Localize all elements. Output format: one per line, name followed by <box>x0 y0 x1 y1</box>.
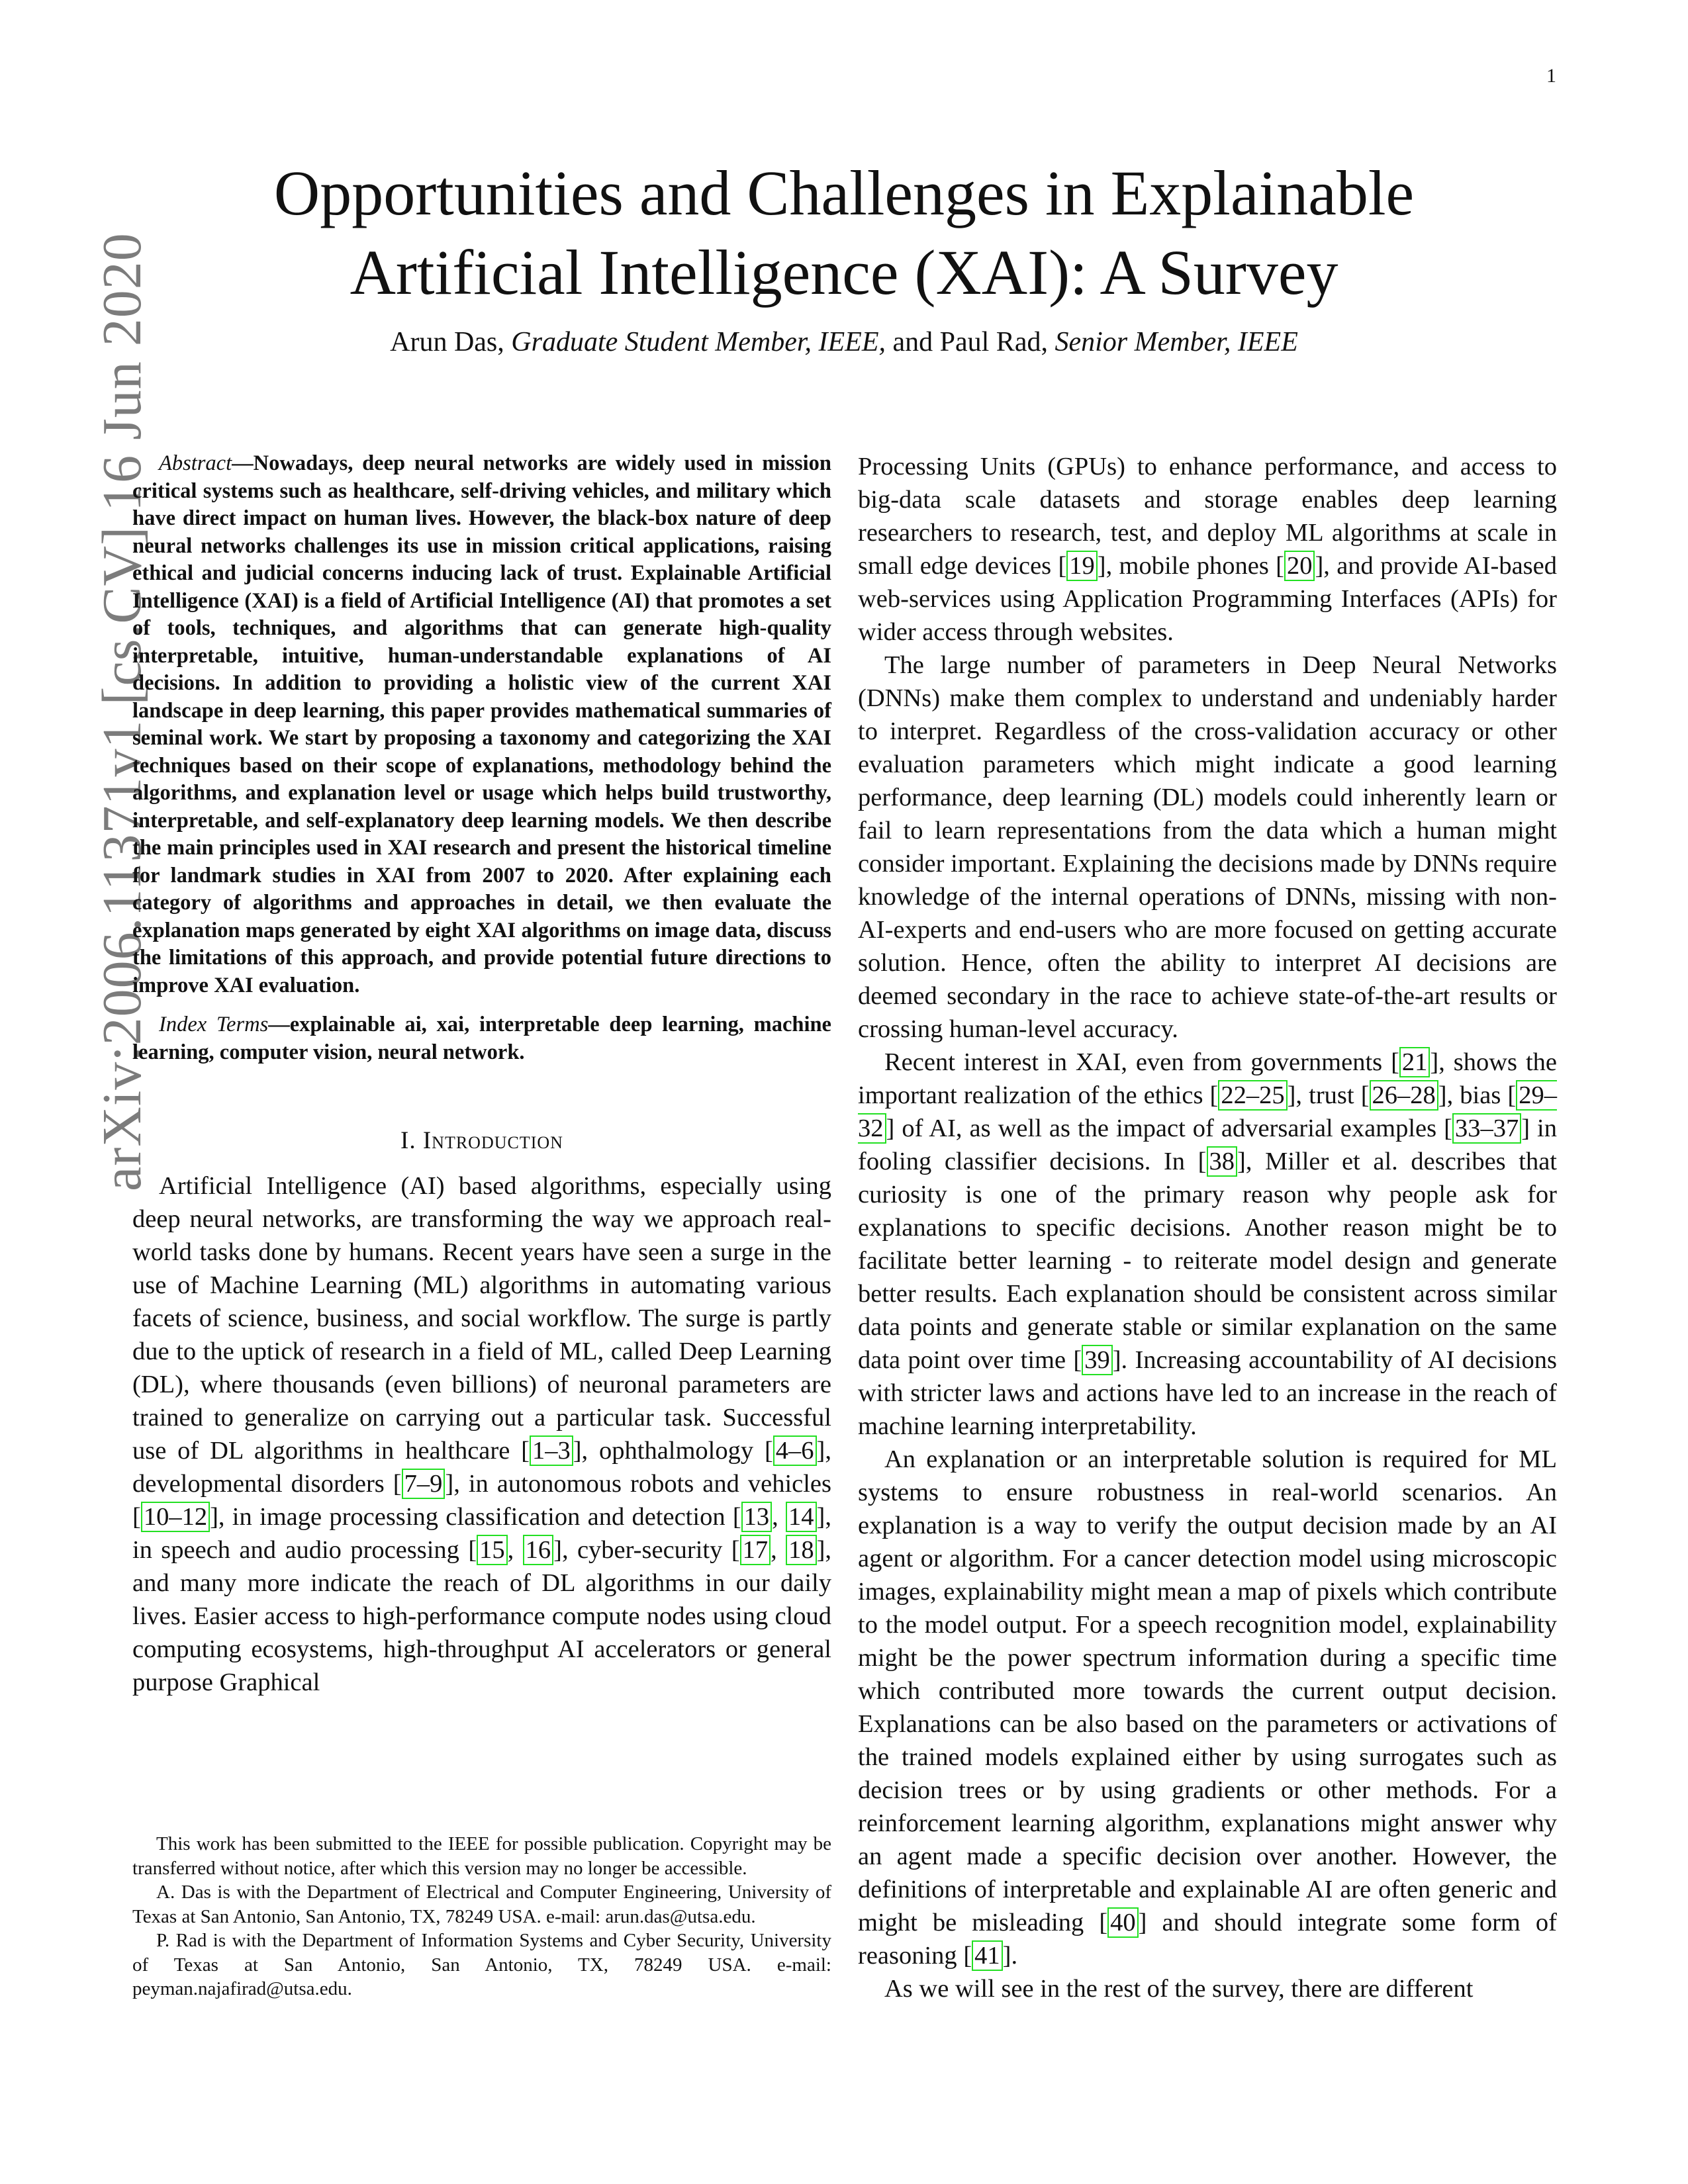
paragraph-text: in fooling classifier decisions. In <box>858 1115 1557 1175</box>
footnotes <box>132 1832 831 2001</box>
paragraph-text: Artificial Intelligence (AI) based algorithms, especially using deep neural networks, are transforming the way we approach real-world tasks done by humans. Recent years have seen a surge in the use of Machine Learning (ML) algorithms in automating various facets of science, business, and social workflow. The surge is partly due to the uptick of research in a field of ML, called Deep Learning (DL), where thousands (even billions) of neuronal parameters are trained to generalize on carrying out a particular task. Successful use of DL algorithms in healthcare <box>132 1172 831 1465</box>
right-column <box>858 450 1557 2005</box>
footnote-submission: This work has been submitted to the IEEE for possible publication. Copyright may be transferred without notice, after which this version may no longer be accessible. <box>132 1833 831 1879</box>
citation-link[interactable]: 15 <box>477 1535 508 1565</box>
citation-link[interactable]: 39 <box>1082 1345 1113 1375</box>
abstract-text: —Nowadays, deep neural networks are widely used in mission critical systems such as healthcare, self-driving vehicles, and military which have direct impact on human lives. However, the black-box nature of deep neural networks challenges its use in mission critical applications, raising ethical and judicial concerns inducing lack of trust. Explainable Artificial Intelligence (XAI) is a field of Artificial Intelligence (AI) that promotes a set of tools, techniques, and algorithms that can generate high-quality interpretable, intuitive, human-understandable explanations of AI decisions. In addition to providing a holistic view of the current XAI landscape in deep learning, this paper provides mathematical summaries of seminal work. We start by proposing a taxonomy and categorizing the XAI techniques based on their scope of explanations, methodology behind the algorithms, and explanation level or usage which helps build trustworthy, interpretable, and self-explanatory deep learning models. We then describe the main principles used in XAI research and present the historical timeline for landmark studies in XAI from 2007 to 2020. After explaining each category of algorithms and approaches in detail, we then evaluate the explanation maps generated by eight XAI algorithms on image data, discuss the limitations of this approach, and provide potential future directions to improve XAI evaluation. <box>132 451 831 997</box>
citation-link[interactable]: 16 <box>523 1535 554 1565</box>
citation-link[interactable]: 29–32 <box>858 1081 1557 1142</box>
paragraph-text: . Increasing accountability of AI decisions with stricter laws and actions have led to an increase in the reach of machine learning interpretability. <box>858 1346 1558 1440</box>
page-number: 1 <box>1546 65 1556 87</box>
paragraph-text: , Miller et al. describes that curiosity is one of the primary reason why people ask for explanations to specific decisions. Another reason might be to facilitate better learning - to reiterate model design and generate better results. Each explanation should be consistent across similar data points and generate stable or similar explanation on the same data point over time <box>858 1148 1557 1374</box>
citation-link[interactable]: 20 <box>1284 551 1315 581</box>
citation-link[interactable]: 13 <box>741 1502 773 1532</box>
citation-link[interactable]: 14 <box>786 1502 817 1532</box>
paragraph-text: and should integrate some form of reasoning <box>858 1909 1557 1970</box>
author-1-name: Arun Das, <box>390 327 504 357</box>
citation-link[interactable]: 7–9 <box>402 1469 445 1499</box>
citation-link[interactable]: 10–12 <box>141 1502 210 1532</box>
left-column <box>132 450 831 1699</box>
paragraph-text: , shows the important realization of the ethics <box>858 1048 1557 1109</box>
right-paragraph-3: Recent interest in XAI, even from governments [ 21 ], shows the important realization of the ethics [ 22–25 ], trust [ 26–28 ], bias [ 29–32 ] of AI, as well as the impact of adversarial examples [ 33–37 ] in fooling classifier decisions. In [ 38 ], Miller et al. describes that curiosity is one of the primary reason why people ask for explanations to specific decisions. Another reason might be to facilitate better learning - to reiterate model design and generate better results. Each explanation should be consistent across similar data points and generate stable or similar explanation on the same data point over time [ 39 ]. Increasing accountability of AI decisions with stricter laws and actions have led to an increase in the reach of machine learning interpretability. <box>858 1048 1558 1440</box>
paragraph-text: , and provide AI-based web-services using Application Programming Interfaces (APIs) for wider access through websites. <box>858 552 1557 646</box>
title-line-1: Opportunities and Challenges in Explainable <box>273 158 1415 228</box>
author-conjunction: and <box>892 327 933 357</box>
citation-link[interactable]: 22–25 <box>1218 1080 1287 1111</box>
title-line-2: Artificial Intelligence (XAI): A Survey <box>350 237 1338 308</box>
author-line <box>132 326 1556 359</box>
citation-link[interactable]: 33–37 <box>1452 1113 1521 1144</box>
citation-link[interactable]: 38 <box>1207 1146 1238 1177</box>
paragraph-text: , in image processing classification and detection <box>218 1503 733 1531</box>
paragraph-text: , and many more indicate the reach of DL algorithms in our daily lives. Easier access to high-performance compute nodes using cloud computing ecosystems, high-throughput AI accelerators or general purpose Graphical <box>132 1536 832 1696</box>
footnote-author-2: P. Rad is with the Department of Information Systems and Cyber Security, University of Texas at San Antonio, San Antonio, TX, 78249 USA. e-mail: peyman.najafirad@utsa.edu. <box>132 1930 831 1999</box>
paragraph-text: , developmental disorders <box>132 1437 831 1498</box>
paragraph-text: , bias <box>1446 1081 1508 1109</box>
author-2-role: Senior Member, IEEE <box>1055 327 1298 357</box>
paragraph-text: An explanation or an interpretable solution is required for ML systems to ensure robustness in real-world scenarios. An explanation is a way to verify the output decision made by an AI agent or algorithm. For a cancer detection model using microscopic images, explainability might mean a map of pixels which contribute to the model output. For a speech recognition model, explainability might be the power spectrum information during a specific time which contributed more towards the current output decision. Explanations can be also based on the parameters or activations of the trained models explained either by using surrogates such as decision trees or by using gradients or other methods. For a reinforcement learning algorithm, explanations might answer why an agent made a specific decision over another. However, the definitions of interpretable and explainable AI are often generic and might be misleading <box>858 1445 1557 1936</box>
citation-link[interactable]: 26–28 <box>1370 1080 1438 1111</box>
citation-link[interactable]: 41 <box>972 1940 1003 1971</box>
citation-link[interactable]: 17 <box>740 1535 771 1565</box>
right-paragraph-5: As we will see in the rest of the survey, there are different <box>884 1975 1474 2003</box>
paragraph-text: , trust <box>1295 1081 1361 1109</box>
index-terms-lead: Index Terms <box>159 1013 269 1036</box>
index-terms-text: —explainable ai, xai, interpretable deep learning, machine learning, computer vision, neural network. <box>132 1013 831 1064</box>
paragraph-text: , cyber-security <box>561 1536 731 1564</box>
right-paragraph-4: An explanation or an interpretable solution is required for ML systems to ensure robustness in real-world scenarios. An explanation is a way to verify the output decision made by an AI agent or algorithm. For a cancer detection model using microscopic images, explainability might mean a map of pixels which contribute to the model output. For a speech recognition model, explainability might be the power spectrum information during a specific time which contributed more towards the current output decision. Explanations can be also based on the parameters or activations of the trained models explained either by using surrogates such as decision trees or by using gradients or other methods. For a reinforcement learning algorithm, explanations might answer why an agent made a specific decision over another. However, the definitions of interpretable and explainable AI are often generic and might be misleading [ 40 ] and should integrate some form of reasoning [ 41 ]. <box>858 1445 1557 1970</box>
section-number: I. <box>400 1127 416 1154</box>
section-heading-introduction <box>132 1124 831 1158</box>
citation-link[interactable]: 18 <box>786 1535 817 1565</box>
arxiv-identifier-stamp[interactable]: arXiv:2006.11371v1 [cs.CV] 16 Jun 2020 <box>91 232 153 1191</box>
right-paragraph-2: The large number of parameters in Deep Neural Networks (DNNs) make them complex to understand and undeniably harder to interpret. Regardless of the cross-validation accuracy or other evaluation parameters which might indicate a good learning performance, deep learning (DL) models could inherently learn or fail to learn representations from the data which a human might consider important. Explaining the decisions made by DNNs require knowledge of the internal operations of DNNs, missing with non-AI-experts and end-users who are more focused on getting accurate solution. Hence, often the ability to interpret AI decisions are deemed secondary in the race to achieve state-of-the-art results or crossing human-level accuracy. <box>858 651 1557 1043</box>
paper-title <box>132 154 1556 312</box>
citation-link[interactable]: 40 <box>1107 1907 1139 1938</box>
section-title: Introduction <box>422 1127 563 1154</box>
citation-link[interactable]: 19 <box>1066 551 1098 581</box>
author-1-role: Graduate Student Member, IEEE, <box>511 327 886 357</box>
paragraph-text: , in speech and audio processing <box>132 1503 831 1564</box>
footnote-author-1: A. Das is with the Department of Electrical and Computer Engineering, University of Texas at San Antonio, San Antonio, TX, 78249 USA. e-mail: arun.das@utsa.edu. <box>132 1882 831 1927</box>
paragraph-text: , ophthalmology <box>581 1437 765 1465</box>
abstract-lead: Abstract <box>159 451 232 475</box>
citation-link[interactable]: 4–6 <box>773 1435 817 1466</box>
intro-paragraph-1: Artificial Intelligence (AI) based algorithms, especially using deep neural networks, are transforming the way we approach real-world tasks done by humans. Recent years have seen a surge in the use of Machine Learning (ML) algorithms in automating various facets of science, business, and social workflow. The surge is partly due to the uptick of research in a field of ML, called Deep Learning (DL), where thousands (even billions) of neuronal parameters are trained to generalize on carrying out a particular task. Successful use of DL algorithms in healthcare [ 1–3 ], ophthalmology [ 4–6 ], developmental disorders [ 7–9 ], in autonomous robots and vehicles [ 10–12 ], in image processing classification and detection [ 13 , 14 ], in speech and audio processing [ 15 , 16 ], cyber-security [ 17 , 18 ], and many more indicate the reach of DL algorithms in our daily lives. Easier access to high-performance compute nodes using cloud computing ecosystems, high-throughput AI accelerators or general purpose Graphical <box>132 1172 832 1696</box>
paragraph-text: Processing Units (GPUs) to enhance performance, and access to big-data scale datasets and storage enables deep learning researchers to research, test, and deploy ML algorithms at scale in small edge devices <box>858 453 1557 580</box>
index-terms <box>132 1011 831 1066</box>
right-paragraph-1: Processing Units (GPUs) to enhance performance, and access to big-data scale datasets and storage enables deep learning researchers to research, test, and deploy ML algorithms at scale in small edge devices [ 19 ], mobile phones [ 20 ], and provide AI-based web-services using Application Programming Interfaces (APIs) for wider access through websites. <box>858 453 1557 646</box>
author-2-name: Paul Rad, <box>939 327 1048 357</box>
paragraph-text: , mobile phones <box>1105 552 1276 580</box>
citation-link[interactable]: 1–3 <box>530 1435 573 1466</box>
paragraph-text: of AI, as well as the impact of adversarial examples <box>894 1115 1444 1142</box>
paragraph-text: . <box>1011 1942 1018 1970</box>
paragraph-text: , in autonomous robots and vehicles <box>453 1470 832 1498</box>
citation-link[interactable]: 21 <box>1399 1047 1430 1077</box>
abstract <box>132 450 831 999</box>
paragraph-text: Recent interest in XAI, even from governments <box>884 1048 1391 1076</box>
